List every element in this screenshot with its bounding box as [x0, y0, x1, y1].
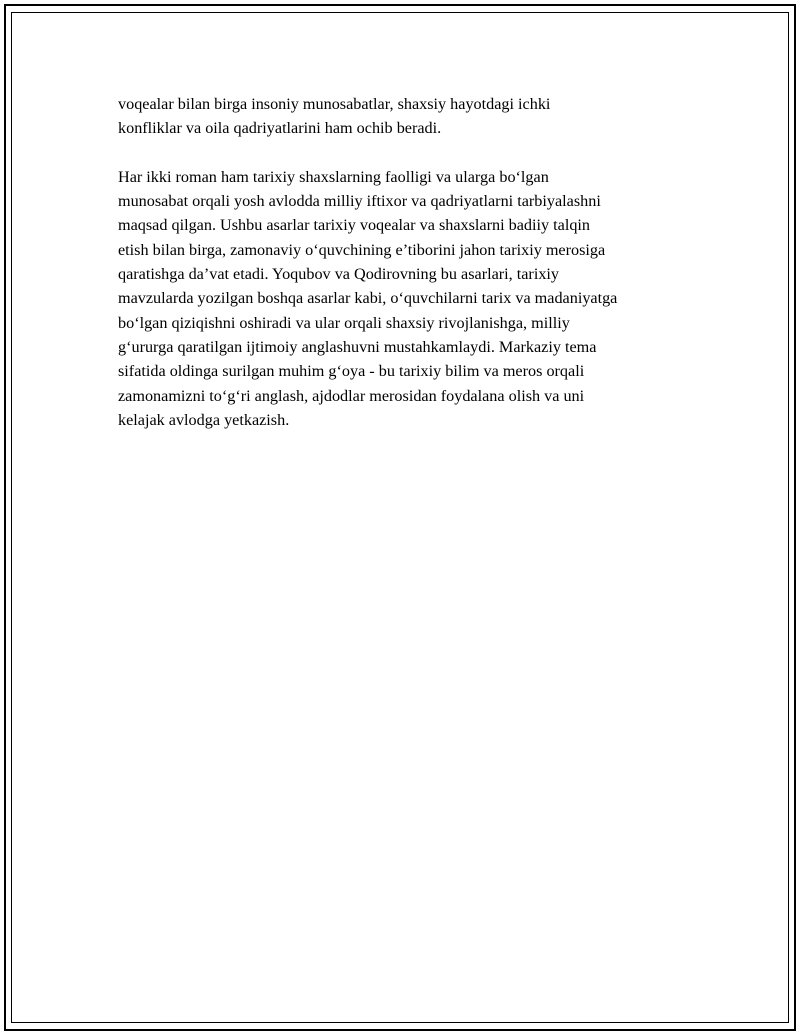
paragraph-2 [118, 165, 698, 432]
text-line: Har ikki roman ham tarixiy shaxslarning faolligi va ularga bo‘lgan [118, 167, 549, 186]
text-line: zamonamizni to‘g‘ri anglash, ajdodlar merosidan foydalana olish va uni [118, 386, 585, 405]
text-line: etish bilan birga, zamonaviy o‘quvchining e’tiborini jahon tarixiy merosiga [118, 240, 606, 259]
text-line: voqealar bilan birga insoniy munosabatlar, shaxsiy hayotdagi ichki [118, 95, 551, 113]
text-line: kelajak avlodga yetkazish. [118, 410, 290, 429]
text-line: konfliklar va oila qadriyatlarini ham ochib beradi. [118, 119, 442, 138]
text-line: g‘ururga qaratilgan ijtimoiy anglashuvni mustahkamlaydi. Markaziy tema [118, 337, 597, 356]
document-body [118, 92, 698, 432]
text-line: sifatida oldinga surilgan muhim g‘oya - bu tarixiy bilim va meros orqali [118, 362, 585, 381]
text-line: maqsad qilgan. Ushbu asarlar tarixiy voqealar va shaxslarni badiiy talqin [118, 216, 590, 235]
text-line: mavzularda yozilgan boshqa asarlar kabi, o‘quvchilarni tarix va madaniyatga [118, 289, 618, 308]
paragraph-1 [118, 92, 698, 141]
text-line: qaratishga da’vat etadi. Yoqubov va Qodirovning bu asarlari, tarixiy [118, 265, 560, 284]
text-line: bo‘lgan qiziqishni oshiradi va ular orqali shaxsiy rivojlanishga, milliy [118, 313, 570, 332]
text-line: munosabat orqali yosh avlodda milliy iftixor va qadriyatlarni tarbiyalashni [118, 192, 601, 211]
